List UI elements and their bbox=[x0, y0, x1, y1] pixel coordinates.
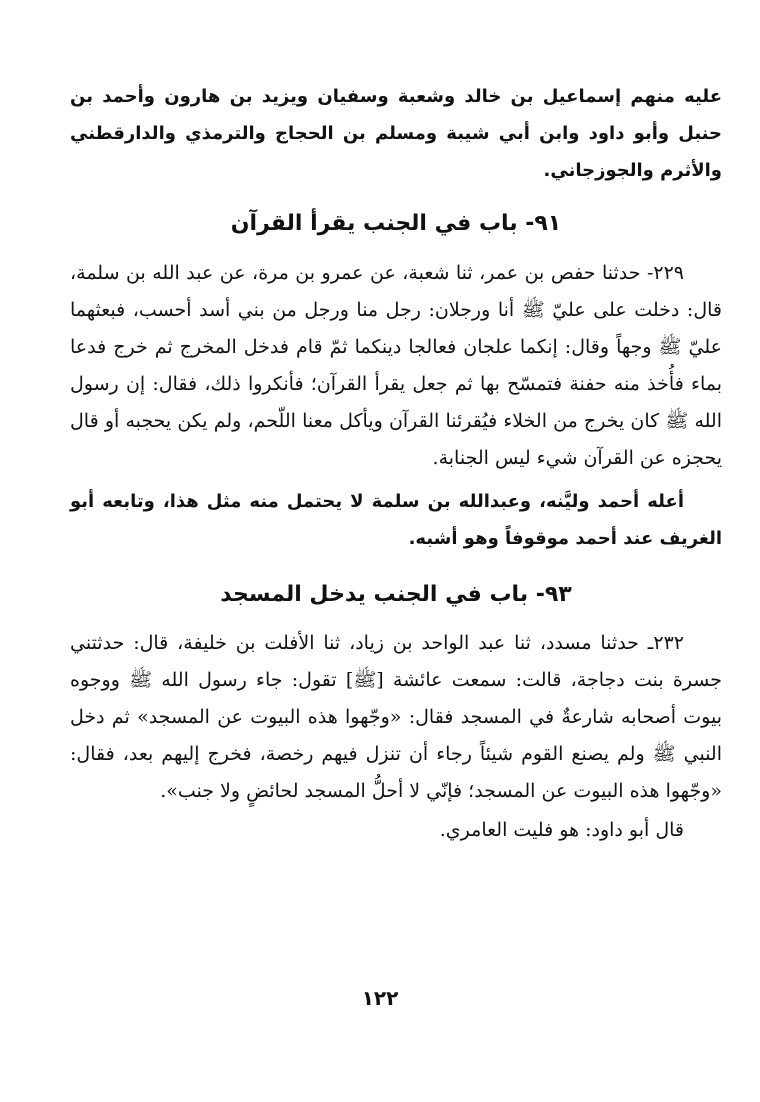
chapter-heading-93: ٩٣- باب في الجنب يدخل المسجد bbox=[220, 582, 572, 607]
intro-paragraph: عليه منهم إسماعيل بن خالد وشعبة وسفيان ويزيد بن هارون وأحمد بن حنبل وأبو داود وابن أبي شيبة ومسلم بن الحجاج والترمذي والدارقطني والأثرم والجوزجاني. bbox=[70, 86, 722, 181]
hadith-232-paragraph: ٢٣٢ـ حدثنا مسدد، ثنا عبد الواحد بن زياد، ثنا الأفلت بن خليفة، قال: حدثتني جسرة بنت دجاجة، قالت: سمعت عائشة [ﷺ] تقول: جاء رسول الله ﷺ ووجوه بيوت أصحابه شارعةٌ في المسجد فقال: «وجّهوا هذه البيوت عن المسجد» ثم دخل النبي ﷺ ولم يصنع القوم شيئاً رجاء أن تنزل فيهم رخصة، فخرج إليهم بعد، فقال: «وجّهوا هذه البيوت عن المسجد؛ فإنّي لا أحلُّ المسجد لحائضٍ ولا جنب». bbox=[70, 632, 722, 802]
grading-note-paragraph: أعله أحمد وليَّنه، وعبدالله بن سلمة لا يحتمل منه مثل هذا، وتابعه أبو الغريف عند أحمد موقوفاً وهو أشبه. bbox=[70, 491, 722, 549]
hadith-229-paragraph: ٢٢٩- حدثنا حفص بن عمر، ثنا شعبة، عن عمرو بن مرة، عن عبد الله بن سلمة، قال: دخلت على عليّ ﷺ أنا ورجلان: رجل منا ورجل من بني أسد أحسب، فبعثهما عليّ ﷺ وجهاً وقال: إنكما علجان فعالجا دينكما ثمّ قام فدخل المخرج ثم خرج فدعا بماء فأُخذ منه حفنة فتمسّح بها ثم جعل يقرأ القرآن؛ فأنكروا ذلك، فقال: إن رسول الله ﷺ كان يخرج من الخلاء فيُقرئنا القرآن ويأكل معنا اللّحم، ولم يكن يحجبه أو قال يحجزه عن القرآن شيء ليس الجنابة. bbox=[70, 262, 722, 469]
document-page bbox=[70, 78, 722, 849]
page-number: ١٢٢ bbox=[361, 986, 399, 1010]
abu-dawud-comment: قال أبو داود: هو فليت العامري. bbox=[439, 819, 684, 841]
chapter-heading-91: ٩١- باب في الجنب يقرأ القرآن bbox=[230, 211, 562, 236]
